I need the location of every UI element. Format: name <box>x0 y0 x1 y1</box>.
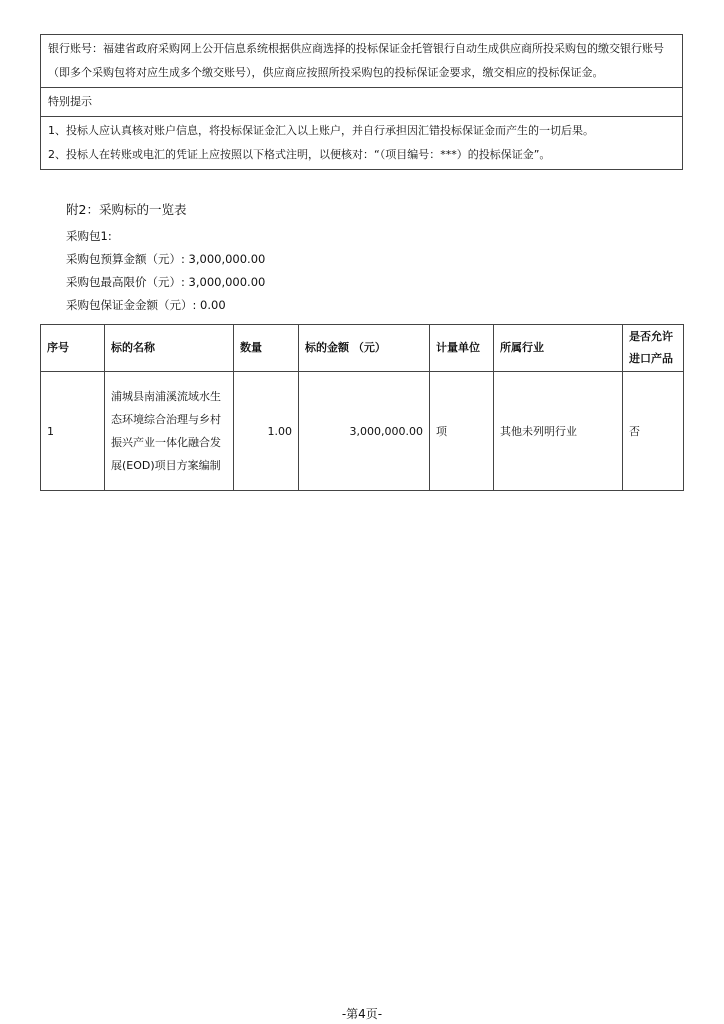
cell-unit: 项 <box>430 372 494 491</box>
header-item-name: 标的名称 <box>105 325 234 372</box>
header-amount: 标的金额 （元） <box>299 325 430 372</box>
cell-quantity: 1.00 <box>234 372 299 491</box>
cell-amount: 3,000,000.00 <box>299 372 430 491</box>
cell-index: 1 <box>41 372 105 491</box>
package-deposit: 采购包保证金金额（元）: 0.00 <box>66 298 226 312</box>
special-notice-title: 特别提示 <box>41 88 682 117</box>
package-budget: 采购包预算金额（元）: 3,000,000.00 <box>66 252 266 266</box>
table-row <box>41 372 684 491</box>
header-quantity: 数量 <box>234 325 299 372</box>
bank-account-text: 银行账号：福建省政府采购网上公开信息系统根据供应商选择的投标保证金托管银行自动生成供应商所投采购包的缴交银行账号（即多个采购包将对应生成多个缴交账号），供应商应按照所投采购包的投标保证金要求，缴交相应的投标保证金。 <box>41 35 682 88</box>
cell-industry: 其他未列明行业 <box>494 372 623 491</box>
header-industry: 所属行业 <box>494 325 623 372</box>
special-notice-list <box>41 117 682 169</box>
attachment-title: 附2：采购标的一览表 <box>66 202 187 217</box>
page-number: -第4页- <box>341 1007 383 1021</box>
special-notice-item: 2、投标人在转账或电汇的凭证上应按照以下格式注明，以便核对：“（项目编号：***）的投标保证金”。 <box>48 148 551 161</box>
special-notice-item: 1、投标人应认真核对账户信息，将投标保证金汇入以上账户，并自行承担因汇错投标保证金而产生的一切后果。 <box>48 124 594 137</box>
deposit-notice-box <box>40 34 683 170</box>
table-header-row <box>41 325 684 372</box>
package-name: 采购包1: <box>66 229 112 243</box>
cell-import-allowed: 否 <box>623 372 684 491</box>
cell-item-name: 浦城县南浦溪流域水生态环境综合治理与乡村振兴产业一体化融合发展(EOD)项目方案编制 <box>105 372 234 491</box>
header-index: 序号 <box>41 325 105 372</box>
header-unit: 计量单位 <box>430 325 494 372</box>
header-import-allowed: 是否允许进口产品 <box>623 325 684 372</box>
package-max-price: 采购包最高限价（元）: 3,000,000.00 <box>66 275 266 289</box>
procurement-items-table <box>40 324 684 491</box>
